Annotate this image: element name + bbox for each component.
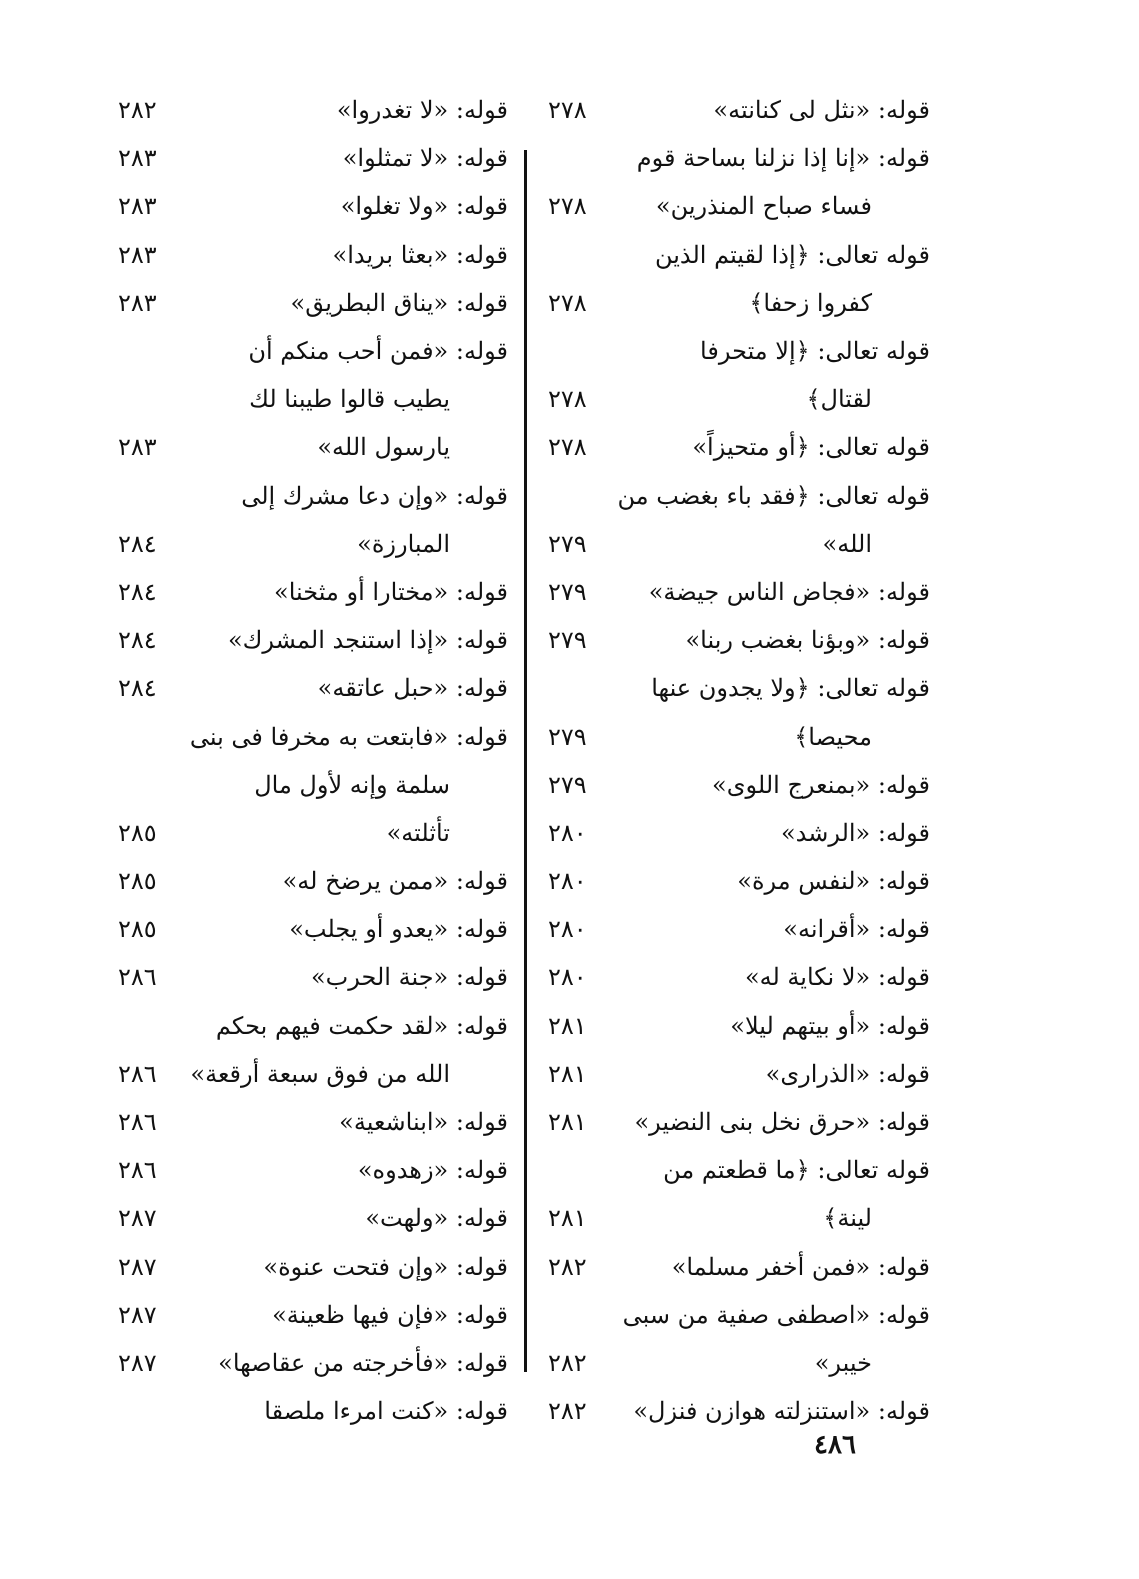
index-entry-text: قوله: «لا تغدروا» — [336, 96, 508, 125]
index-entry-line — [118, 1243, 508, 1291]
index-entry-text: قوله: «ممن يرضخ له» — [282, 867, 508, 896]
index-entry-text: قوله: «فابتعت به مخرفا فى بنى — [189, 722, 508, 751]
index-entry-text: لقتال﴾ — [806, 385, 872, 414]
index-entry-text: قوله: «لقد حكمت فيهم بحكم — [215, 1011, 508, 1040]
index-entry-text: قوله: «استنزلته هوازن فنزل» — [633, 1397, 930, 1426]
index-entry-text: قوله: «وإن فتحت عنوة» — [263, 1252, 508, 1281]
index-entry-line — [118, 953, 508, 1001]
index-entry-text: يطيب قالوا طيبنا لك — [249, 385, 450, 414]
index-entry-text: قوله: «الرشد» — [780, 818, 930, 847]
index-entry-line — [548, 905, 930, 953]
index-entry-line — [548, 761, 930, 809]
index-entry-line — [548, 1339, 930, 1387]
index-entry-page-number: ٢٧٨ — [548, 192, 587, 221]
index-entry-line — [118, 712, 508, 760]
index-entry-line — [118, 86, 508, 134]
index-entry-line — [118, 1146, 508, 1194]
index-entry-line — [548, 231, 930, 279]
index-entry-line — [118, 664, 508, 712]
index-column-right — [548, 86, 930, 1435]
index-entry-line — [548, 857, 930, 905]
index-entry-line — [548, 1243, 930, 1291]
index-entry-text: قوله: «وإن دعا مشرك إلى — [241, 481, 508, 510]
index-entry-text: قوله تعالى: ﴿أو متحيزاً» — [692, 433, 930, 462]
index-entry-text: قوله تعالى: ﴿إلا متحرفا — [700, 337, 930, 366]
index-entry-line — [548, 664, 930, 712]
index-entry-text: لينة﴾ — [823, 1204, 872, 1233]
index-entry-page-number: ٢٨١ — [548, 1204, 587, 1233]
index-entry-text: قوله: «إنا إذا نزلنا بساحة قوم — [636, 144, 930, 173]
index-entry-text: قوله: «وبؤنا بغضب ربنا» — [685, 626, 930, 655]
index-entry-line — [118, 857, 508, 905]
index-entry-line — [548, 375, 930, 423]
index-entry-line — [548, 279, 930, 327]
index-entry-text: فساء صباح المنذرين» — [655, 192, 872, 221]
index-entry-line — [118, 375, 508, 423]
index-entry-page-number: ٢٧٩ — [548, 577, 587, 606]
index-entry-line — [118, 423, 508, 471]
index-entry-text: قوله: «ابناشعية» — [339, 1108, 508, 1137]
index-entry-text: قوله: «يناق البطريق» — [290, 288, 508, 317]
index-entry-page-number: ٢٨٠ — [548, 818, 587, 847]
index-entry-text: قوله: «أقرانه» — [783, 915, 930, 944]
index-entry-text: قوله تعالى: ﴿فقد باء بغضب من — [617, 481, 930, 510]
index-entry-line — [118, 1002, 508, 1050]
index-entry-line — [548, 1002, 930, 1050]
index-entry-line — [118, 761, 508, 809]
index-entry-line — [548, 1098, 930, 1146]
index-entry-text: قوله: «لا تمثلوا» — [342, 144, 508, 173]
index-entry-line — [118, 809, 508, 857]
index-entry-page-number: ٢٧٩ — [548, 722, 587, 751]
index-entry-line — [118, 1291, 508, 1339]
column-divider — [524, 150, 527, 1372]
index-column-left — [118, 86, 508, 1435]
index-entry-text: قوله: «يعدو أو يجلب» — [289, 915, 508, 944]
index-entry-line — [118, 279, 508, 327]
index-entry-line — [118, 616, 508, 664]
index-entry-page-number: ٢٨٤ — [118, 577, 157, 606]
index-entry-page-number: ٢٨٤ — [118, 529, 157, 558]
index-entry-page-number: ٢٨١ — [548, 1011, 587, 1040]
index-entry-page-number: ٢٨٢ — [548, 1348, 587, 1377]
index-entry-page-number: ٢٨٣ — [118, 192, 157, 221]
index-entry-line — [118, 568, 508, 616]
index-entry-text: قوله: «زهدوه» — [357, 1156, 508, 1185]
index-entry-text: قوله: «لا نكاية له» — [744, 963, 930, 992]
index-entry-line — [548, 1146, 930, 1194]
index-entry-page-number: ٢٨٣ — [118, 288, 157, 317]
index-entry-line — [548, 1387, 930, 1435]
index-entry-page-number: ٢٨٧ — [118, 1348, 157, 1377]
index-entry-page-number: ٢٨٥ — [118, 915, 157, 944]
index-entry-page-number: ٢٨٦ — [118, 1156, 157, 1185]
index-entry-page-number: ٢٨٣ — [118, 433, 157, 462]
index-entry-page-number: ٢٨٥ — [118, 818, 157, 847]
index-entry-line — [548, 1291, 930, 1339]
index-entry-line — [548, 472, 930, 520]
index-entry-line — [548, 520, 930, 568]
index-entry-text: قوله: «اصطفى صفية من سبى — [622, 1300, 930, 1329]
index-entry-line — [118, 905, 508, 953]
index-entry-page-number: ٢٨٦ — [118, 1059, 157, 1088]
index-entry-line — [548, 809, 930, 857]
index-entry-line — [548, 568, 930, 616]
index-entry-line — [118, 134, 508, 182]
index-entry-line — [118, 327, 508, 375]
index-entry-page-number: ٢٧٨ — [548, 433, 587, 462]
index-entry-text: تأثلته» — [386, 818, 450, 847]
index-entry-text: قوله تعالى: ﴿ولا يجدون عنها — [651, 674, 930, 703]
index-entry-page-number: ٢٧٩ — [548, 626, 587, 655]
index-entry-text: قوله تعالى: ﴿إذا لقيتم الذين — [654, 240, 930, 269]
index-entry-line — [118, 1098, 508, 1146]
index-entry-page-number: ٢٨٠ — [548, 915, 587, 944]
index-entry-text: قوله: «نثل لى كنانته» — [713, 96, 930, 125]
index-entry-line — [548, 1050, 930, 1098]
index-entry-text: قوله: «فمن أخفر مسلما» — [671, 1252, 930, 1281]
index-entry-text: قوله: «إذا استنجد المشرك» — [227, 626, 508, 655]
index-entry-text: قوله: «كنت امرءا ملصقا — [264, 1397, 508, 1426]
index-entry-page-number: ٢٨٤ — [118, 626, 157, 655]
index-entry-page-number: ٢٨٢ — [548, 1252, 587, 1281]
index-entry-page-number: ٢٨١ — [548, 1108, 587, 1137]
index-entry-line — [118, 472, 508, 520]
index-entry-page-number: ٢٧٩ — [548, 529, 587, 558]
index-entry-line — [548, 1194, 930, 1242]
index-entry-page-number: ٢٨٢ — [118, 96, 157, 125]
index-entry-line — [548, 182, 930, 230]
index-entry-text: خيبر» — [814, 1348, 872, 1377]
index-entry-text: قوله: «أو بيتهم ليلا» — [730, 1011, 930, 1040]
index-entry-text: قوله: «فإن فيها ظعينة» — [272, 1300, 508, 1329]
index-entry-text: قوله: «حرق نخل بنى النضير» — [634, 1108, 930, 1137]
index-entry-line — [118, 520, 508, 568]
index-entry-text: يارسول الله» — [317, 433, 450, 462]
index-entry-page-number: ٢٨٣ — [118, 240, 157, 269]
index-entry-text: قوله: «فأخرجته من عقاصها» — [218, 1348, 508, 1377]
index-entry-line — [118, 1194, 508, 1242]
index-entry-text: قوله: «بعثا بريدا» — [332, 240, 508, 269]
index-entry-line — [548, 616, 930, 664]
page-number: ٤٨٦ — [814, 1430, 856, 1460]
index-entry-page-number: ٢٧٨ — [548, 288, 587, 317]
index-entry-text: قوله: «بمنعرج اللوى» — [712, 770, 930, 799]
index-entry-line — [548, 423, 930, 471]
index-entry-line — [548, 86, 930, 134]
index-entry-line — [548, 327, 930, 375]
index-entry-page-number: ٢٨٤ — [118, 674, 157, 703]
index-entry-page-number: ٢٨٧ — [118, 1204, 157, 1233]
index-entry-text: قوله: «جنة الحرب» — [310, 963, 508, 992]
index-entry-text: قوله: «ولا تغلوا» — [340, 192, 508, 221]
index-entry-text: سلمة وإنه لأول مال — [254, 770, 450, 799]
index-entry-text: الله من فوق سبعة أرقعة» — [190, 1059, 450, 1088]
index-entry-text: قوله: «ولهت» — [365, 1204, 508, 1233]
index-entry-text: قوله: «لنفس مرة» — [737, 867, 930, 896]
index-entry-line — [118, 1339, 508, 1387]
index-entry-page-number: ٢٧٨ — [548, 96, 587, 125]
index-entry-line — [548, 953, 930, 1001]
index-entry-text: قوله تعالى: ﴿ما قطعتم من — [663, 1156, 930, 1185]
index-entry-text: قوله: «الذرارى» — [765, 1059, 930, 1088]
index-entry-page-number: ٢٨٦ — [118, 963, 157, 992]
index-entry-line — [118, 182, 508, 230]
index-entry-page-number: ٢٧٩ — [548, 770, 587, 799]
index-entry-text: كفروا زحفا﴾ — [749, 288, 872, 317]
index-entry-page-number: ٢٨٧ — [118, 1300, 157, 1329]
index-entry-line — [118, 1050, 508, 1098]
index-entry-page-number: ٢٨٢ — [548, 1397, 587, 1426]
index-entry-text: الله» — [822, 529, 872, 558]
index-entry-page-number: ٢٨٣ — [118, 144, 157, 173]
index-entry-line — [548, 134, 930, 182]
index-entry-page-number: ٢٨٠ — [548, 963, 587, 992]
index-entry-page-number: ٢٨١ — [548, 1059, 587, 1088]
index-entry-page-number: ٢٧٨ — [548, 385, 587, 414]
index-entry-text: قوله: «فجاض الناس جيضة» — [648, 577, 930, 606]
index-entry-line — [118, 1387, 508, 1435]
index-entry-page-number: ٢٨٦ — [118, 1108, 157, 1137]
index-entry-page-number: ٢٨٧ — [118, 1252, 157, 1281]
index-entry-text: محيصا﴾ — [794, 722, 872, 751]
index-entry-text: المبارزة» — [357, 529, 450, 558]
index-entry-page-number: ٢٨٠ — [548, 867, 587, 896]
index-entry-text: قوله: «مختارا أو مثخنا» — [274, 577, 508, 606]
index-entry-page-number: ٢٨٥ — [118, 867, 157, 896]
index-entry-line — [548, 712, 930, 760]
index-entry-line — [118, 231, 508, 279]
index-entry-text: قوله: «حبل عاتقه» — [317, 674, 508, 703]
index-entry-text: قوله: «فمن أحب منكم أن — [248, 337, 508, 366]
